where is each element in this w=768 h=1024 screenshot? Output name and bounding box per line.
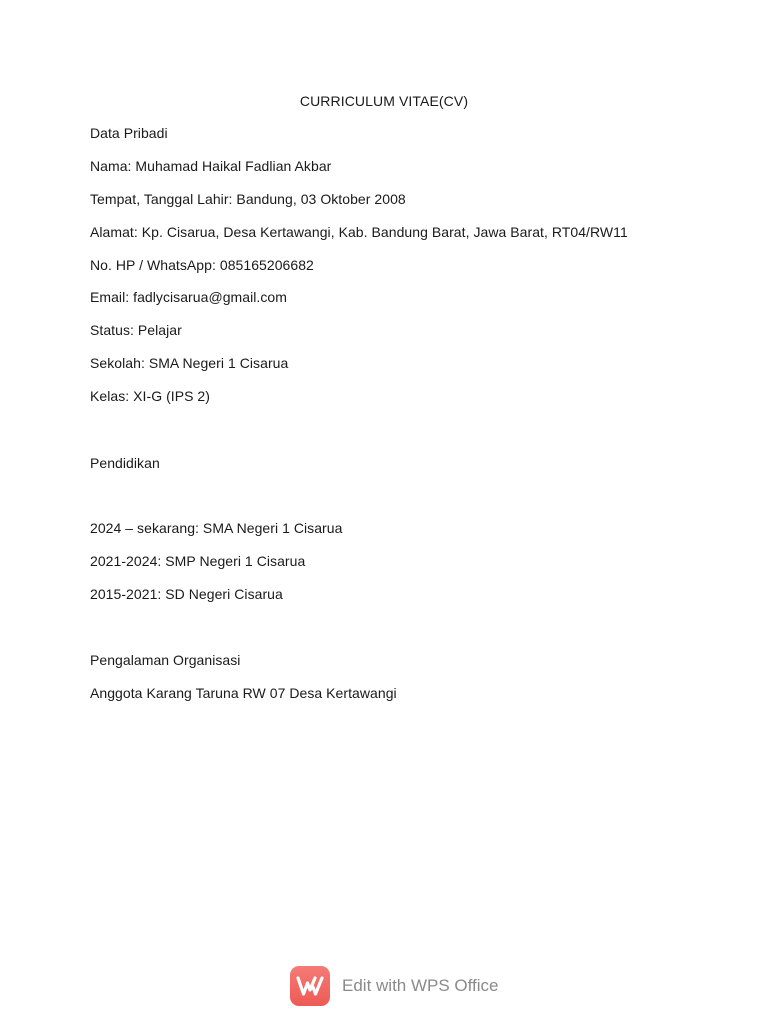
personal-name: Nama: Muhamad Haikal Fadlian Akbar	[90, 158, 332, 174]
personal-address: Alamat: Kp. Cisarua, Desa Kertawangi, Kab. Bandung Barat, Jawa Barat, RT04/RW11	[90, 224, 628, 240]
personal-class: Kelas: XI-G (IPS 2)	[90, 388, 210, 404]
document-title: CURRICULUM VITAE(CV)	[299, 93, 469, 109]
personal-school: Sekolah: SMA Negeri 1 Cisarua	[90, 355, 289, 371]
education-item: 2015-2021: SD Negeri Cisarua	[90, 586, 283, 602]
personal-birth: Tempat, Tanggal Lahir: Bandung, 03 Oktober 2008	[90, 191, 406, 207]
education-item: 2021-2024: SMP Negeri 1 Cisarua	[90, 553, 306, 569]
personal-phone: No. HP / WhatsApp: 085165206682	[90, 257, 314, 273]
section-heading-education: Pendidikan	[90, 455, 160, 471]
section-heading-personal: Data Pribadi	[90, 125, 168, 141]
wps-w-glyph-icon	[296, 974, 324, 998]
personal-email: Email: fadlycisarua@gmail.com	[90, 289, 287, 305]
wps-watermark-label: Edit with WPS Office	[342, 976, 499, 995]
wps-logo-icon	[290, 966, 330, 1006]
section-heading-organization: Pengalaman Organisasi	[90, 652, 241, 668]
wps-watermark[interactable]	[290, 965, 499, 1007]
organization-item: Anggota Karang Taruna RW 07 Desa Kertawangi	[90, 685, 397, 701]
personal-status: Status: Pelajar	[90, 322, 182, 338]
education-item: 2024 – sekarang: SMA Negeri 1 Cisarua	[90, 520, 343, 536]
